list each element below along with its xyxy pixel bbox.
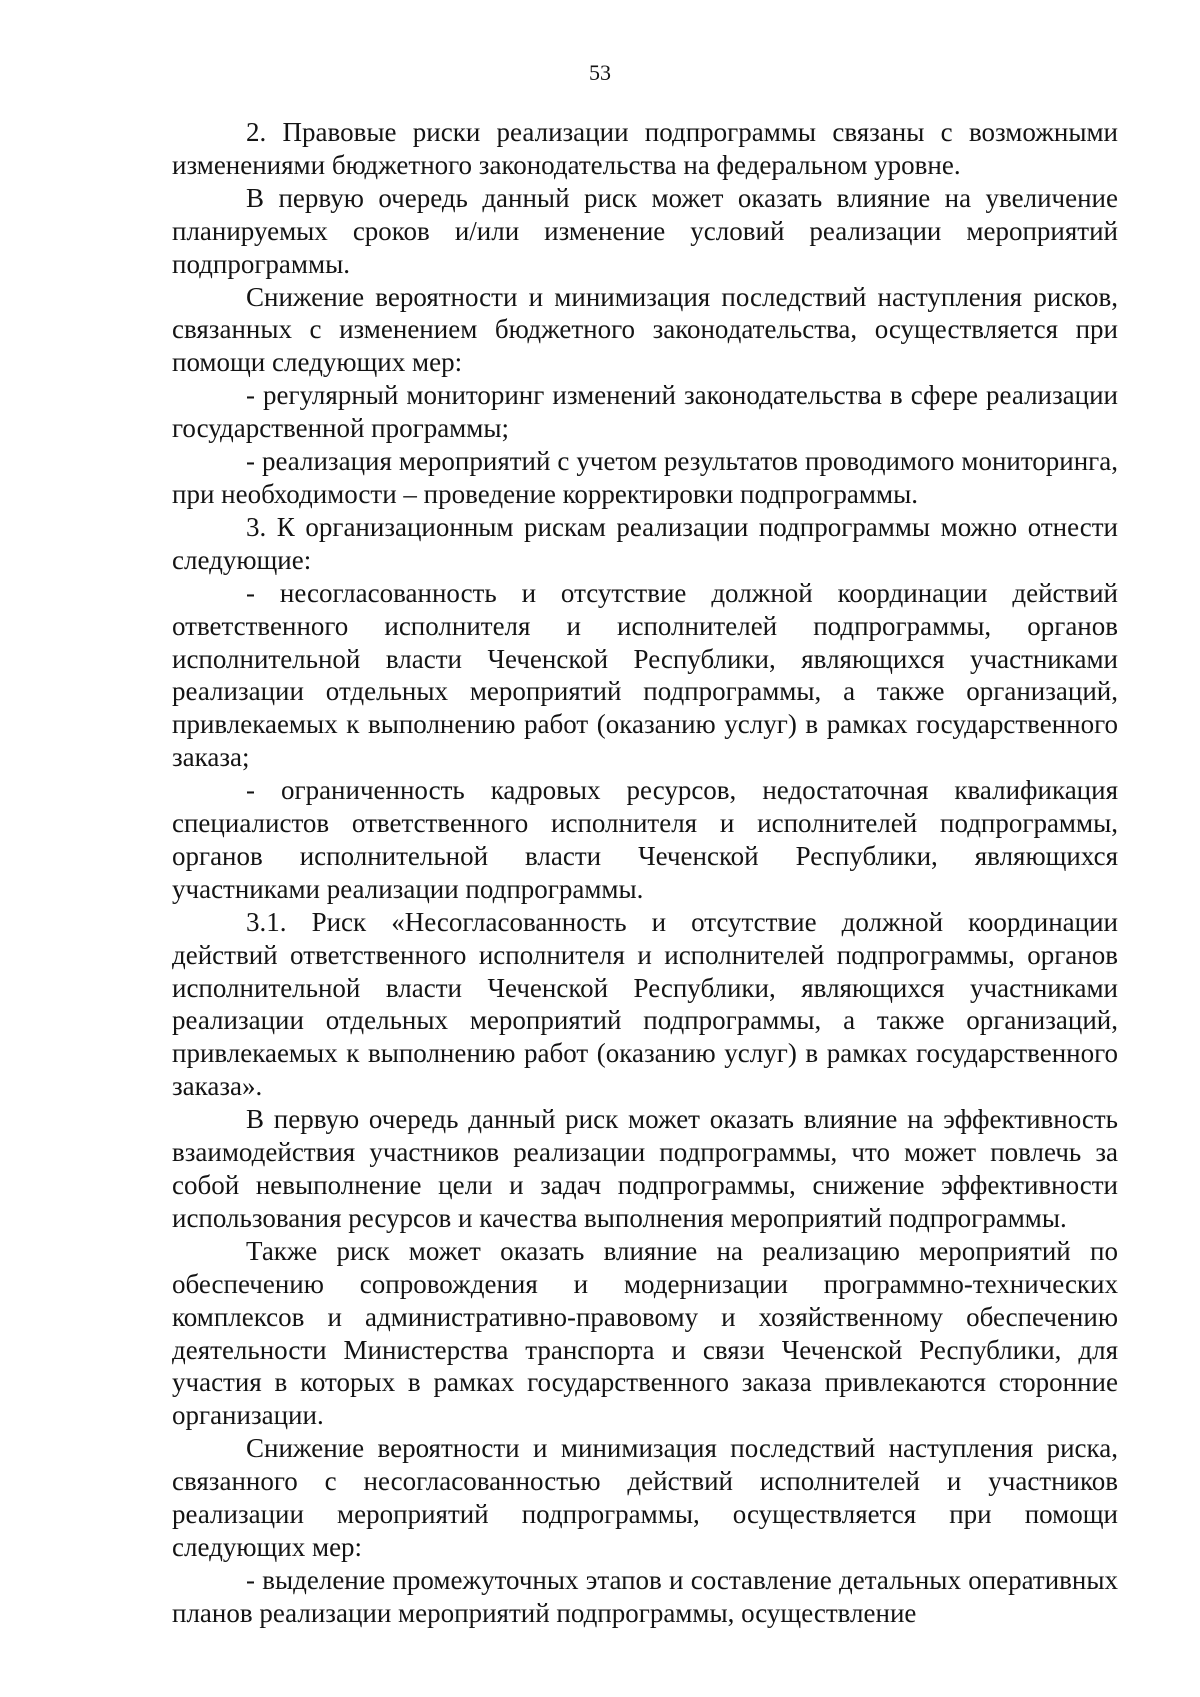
paragraph-risk-3-1: 3.1. Риск «Несогласованность и отсутствие должной координации действий ответственного исполнителя и исполнителей подпрограммы, органов исполнительной власти Чеченской Республики, являющихся участниками реализации отдельных мероприятий подпрограммы, а также организаций, привлекаемых к выполнению работ (оказанию услуг) в рамках государственного заказа». [172, 906, 1118, 1102]
paragraph-risk-3-1-mitigation: Снижение вероятности и минимизация последствий наступления риска, связанного с несогласованностью действий исполнителей и участников реализации мероприятий подпрограммы, осуществляется при помощи следующих мер: [172, 1433, 1118, 1562]
paragraph-risk-3-1-support: Также риск может оказать влияние на реализацию мероприятий по обеспечению сопровождения и модернизации программно-технических комплексов и административно-правовому и хозяйственному обеспечению деятельности Министерства транспорта и связи Чеченской Республики, для участия в которых в рамках государственного заказа привлекаются сторонние организации. [172, 1235, 1118, 1431]
paragraph-legal-risk-impact: В первую очередь данный риск может оказать влияние на увеличение планируемых сроков и/или изменение условий реализации мероприятий подпрограммы. [172, 182, 1118, 279]
body-text [172, 116, 1118, 1630]
page-number: 53 [589, 60, 611, 85]
paragraph-legal-risk-mitigation: Снижение вероятности и минимизация последствий наступления рисков, связанных с изменением бюджетного законодательства, осуществляется при помощи следующих мер: [172, 281, 1118, 378]
list-item-staff-resources: - ограниченность кадровых ресурсов, недостаточная квалификация специалистов ответственного исполнителя и исполнителей подпрограммы, органов исполнительной власти Чеченской Республики, являющихся участниками реализации подпрограммы. [172, 775, 1118, 904]
list-item-adjustment: - реализация мероприятий с учетом результатов проводимого мониторинга, при необходимости – проведение корректировки подпрограммы. [172, 446, 1118, 509]
list-item-coordination: - несогласованность и отсутствие должной координации действий ответственного исполнителя и исполнителей подпрограммы, органов исполнительной власти Чеченской Республики, являющихся участниками реализации отдельных мероприятий подпрограммы, а также организаций, привлекаемых к выполнению работ (оказанию услуг) в рамках государственного заказа; [172, 577, 1118, 773]
paragraph-organizational-risks: 3. К организационным рискам реализации подпрограммы можно отнести следующие: [172, 511, 1118, 575]
paragraph-risk-3-1-impact: В первую очередь данный риск может оказать влияние на эффективность взаимодействия участников реализации подпрограммы, что может повлечь за собой невыполнение цели и задач подпрограммы, снижение эффективности использования ресурсов и качества выполнения мероприятий подпрограммы. [172, 1104, 1118, 1233]
list-item-monitoring: - регулярный мониторинг изменений законодательства в сфере реализации государственной программы; [172, 380, 1118, 444]
list-item-intermediate-stages: - выделение промежуточных этапов и составление детальных оперативных планов реализации мероприятий подпрограммы, осуществление [172, 1564, 1118, 1628]
paragraph-legal-risks: 2. Правовые риски реализации подпрограммы связаны с возможными изменениями бюджетного законодательства на федеральном уровне. [172, 117, 1118, 180]
